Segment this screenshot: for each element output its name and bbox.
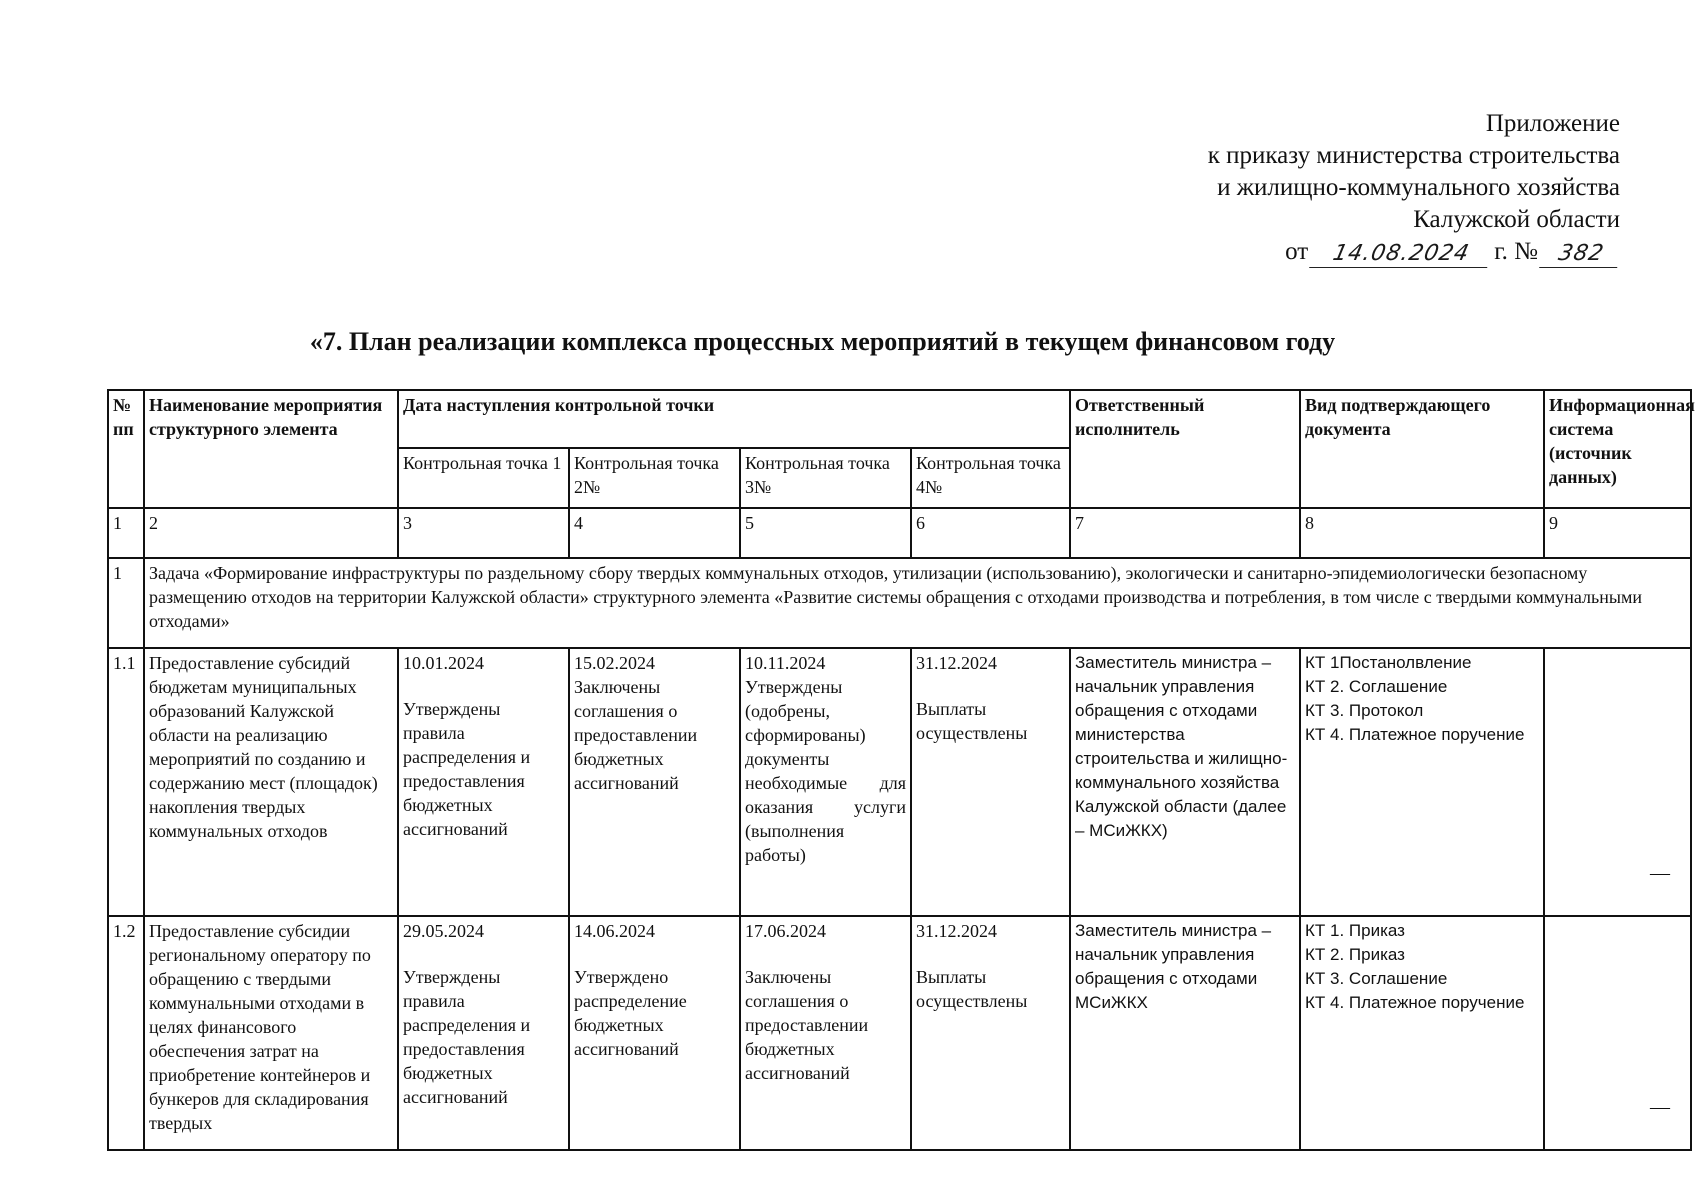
appendix-line-3: и жилищно-коммунального хозяйства <box>1217 174 1620 201</box>
header-name: Наименование мероприятия структурного элемента <box>144 390 398 508</box>
info-system-cell <box>1544 648 1691 916</box>
kt3-date: 10.11.2024 <box>745 653 826 673</box>
info-system-dash: — <box>1650 1096 1670 1118</box>
kt4-text: Выплаты осуществлены <box>916 967 1028 1011</box>
column-number: 8 <box>1300 508 1544 558</box>
header-kt1: Контрольная точка 1 <box>398 448 569 508</box>
kt2-text: Утверждено распределение бюджетных ассигнований <box>574 967 687 1059</box>
column-number: 2 <box>144 508 398 558</box>
kt1-date: 10.01.2024 <box>403 653 484 673</box>
kt3-text: Утверждены (одобрены, сформированы) документы необходимые для оказания услуги (выполнения работы) <box>745 677 906 865</box>
info-system-dash: — <box>1650 862 1670 884</box>
column-number-row <box>108 508 1691 558</box>
appendix-header <box>1100 108 1620 268</box>
kt2-text: Заключены соглашения о предоставлении бюджетных ассигнований <box>574 677 698 793</box>
docs-cell <box>1300 648 1544 916</box>
order-from-prefix: от <box>1285 238 1309 265</box>
appendix-line-4: Калужской области <box>1413 206 1620 233</box>
header-date-group: Дата наступления контрольной точки <box>398 390 1070 448</box>
order-date-handwritten: 14.08.2024 <box>1309 241 1493 268</box>
row-name: Предоставление субсидии региональному оператору по обращению с твердыми коммунальными отходами в целях финансового обеспечения затрат на приобретение контейнеров и бункеров для складирования твердых <box>144 916 398 1150</box>
header-kt4: Контрольная точка 4№ <box>911 448 1070 508</box>
document-title: «7. План реализации комплекса процессных мероприятий в текущем финансовом году <box>309 327 1336 356</box>
kt2-date: 15.02.2024 <box>574 653 655 673</box>
doc-item: КТ 4. Платежное поручение <box>1305 725 1525 744</box>
task-num: 1 <box>108 558 144 648</box>
kt3-date: 17.06.2024 <box>745 921 826 941</box>
column-number: 3 <box>398 508 569 558</box>
doc-item: КТ 3. Протокол <box>1305 701 1424 720</box>
header-info-system: Информационная система (источник данных) <box>1544 390 1691 508</box>
kt1-text: Утверждены правила распределения и предоставления бюджетных ассигнований <box>403 967 531 1107</box>
kt1-text: Утверждены правила распределения и предоставления бюджетных ассигнований <box>403 699 531 839</box>
kt2-cell <box>569 916 740 1150</box>
kt4-date: 31.12.2024 <box>916 653 997 673</box>
table-row <box>108 916 1691 1150</box>
kt1-cell <box>398 916 569 1150</box>
kt4-cell <box>911 648 1070 916</box>
doc-item: КТ 1. Приказ <box>1305 921 1405 940</box>
row-num: 1.1 <box>108 648 144 916</box>
doc-item: КТ 2. Приказ <box>1305 945 1405 964</box>
docs-cell <box>1300 916 1544 1150</box>
header-responsible: Ответственный исполнитель <box>1070 390 1300 508</box>
task-row <box>108 558 1691 648</box>
appendix-line-1: Приложение <box>1485 110 1620 137</box>
doc-item: КТ 4. Платежное поручение <box>1305 993 1525 1012</box>
order-number-handwritten: 382 <box>1539 241 1623 268</box>
kt3-text: Заключены соглашения о предоставлении бюджетных ассигнований <box>745 967 869 1083</box>
kt3-cell <box>740 916 911 1150</box>
kt4-date: 31.12.2024 <box>916 921 997 941</box>
doc-item: КТ 3. Соглашение <box>1305 969 1448 988</box>
order-date-number-line <box>1100 236 1620 268</box>
responsible-cell: Заместитель министра – начальник управления обращения с отходами МСиЖКХ <box>1070 916 1300 1150</box>
header-kt3: Контрольная точка 3№ <box>740 448 911 508</box>
kt1-date: 29.05.2024 <box>403 921 484 941</box>
kt2-date: 14.06.2024 <box>574 921 655 941</box>
appendix-line-2: к приказу министерства строительства <box>1207 142 1620 169</box>
header-num: № пп <box>108 390 144 508</box>
header-doc-type: Вид подтверждающего документа <box>1300 390 1544 508</box>
row-name: Предоставление субсидий бюджетам муниципальных образований Калужской области на реализацию мероприятий по созданию и содержанию мест (площадок) накопления твердых коммунальных отходов <box>144 648 398 916</box>
doc-item: КТ 1Постанолвление <box>1305 653 1472 672</box>
doc-item: КТ 2. Соглашение <box>1305 677 1448 696</box>
info-system-cell <box>1544 916 1691 1150</box>
column-number: 7 <box>1070 508 1300 558</box>
task-text: Задача «Формирование инфраструктуры по раздельному сбору твердых коммунальных отходов, утилизации (использованию), экологически и санитарно-эпидемиологически безопасному размещению отходов на территории Калужской области» структурного элемента «Развитие системы обращения с отходами производства и потребления, в том числе с твердыми коммунальными отходами» <box>144 558 1691 648</box>
kt4-cell <box>911 916 1070 1150</box>
kt2-cell <box>569 648 740 916</box>
column-number: 4 <box>569 508 740 558</box>
kt1-cell <box>398 648 569 916</box>
plan-table <box>107 389 1695 1151</box>
table-row <box>108 648 1691 916</box>
order-number-prefix: г. № <box>1494 238 1538 265</box>
column-number: 6 <box>911 508 1070 558</box>
row-num: 1.2 <box>108 916 144 1150</box>
column-number: 5 <box>740 508 911 558</box>
column-number: 9 <box>1544 508 1691 558</box>
kt4-text: Выплаты осуществлены <box>916 699 1028 743</box>
table-header-row <box>108 390 1691 448</box>
kt3-cell <box>740 648 911 916</box>
header-kt2: Контрольная точка 2№ <box>569 448 740 508</box>
column-number: 1 <box>108 508 144 558</box>
responsible-cell: Заместитель министра – начальник управления обращения с отходами министерства строительства и жилищно-коммунального хозяйства Калужской области (далее – МСиЖКХ) <box>1070 648 1300 916</box>
